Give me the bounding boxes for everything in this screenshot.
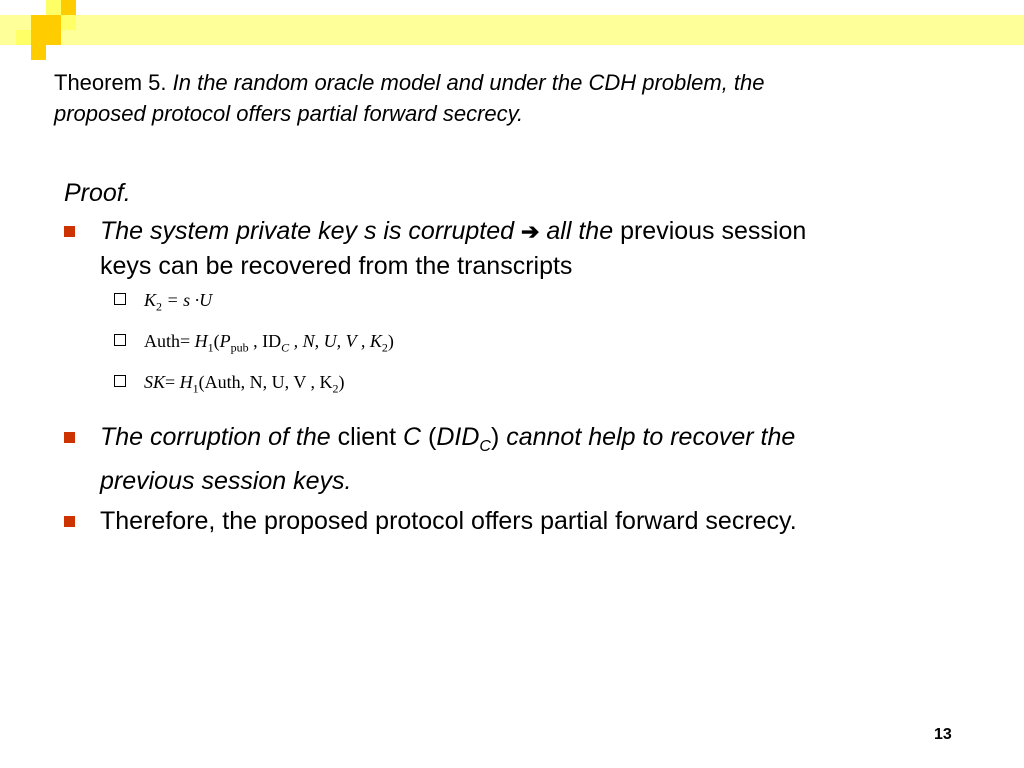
eq2-h: H xyxy=(194,331,208,351)
bullet2-close: ) xyxy=(490,423,500,451)
hollow-square-icon xyxy=(114,375,126,387)
equation-sk xyxy=(114,371,964,412)
eq2-p: P xyxy=(219,331,231,351)
eq1-rest: = s ·U xyxy=(162,290,213,310)
eq2-id: , ID xyxy=(248,331,282,351)
bullet1-italic-text-2: all the xyxy=(546,217,614,245)
equation-k2 xyxy=(114,289,964,330)
bullet2-text-line2: previous session keys. xyxy=(100,467,352,495)
eq3-h: H xyxy=(179,372,193,392)
eq3-eq: = xyxy=(165,372,180,392)
bullet2-italic-text: The corruption of the xyxy=(100,423,331,451)
bullet-item-2 xyxy=(64,420,964,498)
bullet2-open: ( xyxy=(421,423,437,451)
bullet-square-icon xyxy=(64,226,75,237)
bullet3-text: Therefore, the proposed protocol offers partial forward secrecy. xyxy=(100,507,797,535)
eq2-p-sub: pub xyxy=(230,340,249,355)
eq3-k-sub: 2 xyxy=(332,381,339,396)
eq3-h-sub: 1 xyxy=(192,381,199,396)
eq2-tail: , N, U, V , K xyxy=(289,331,382,351)
hollow-square-icon xyxy=(114,334,126,346)
right-arrow-icon: ➔ xyxy=(521,219,540,244)
slide-body xyxy=(64,176,964,538)
page-number: 13 xyxy=(934,726,952,743)
eq3-args: (Auth, N, U, V , K xyxy=(198,372,333,392)
eq2-h-sub: 1 xyxy=(207,340,214,355)
bullet2-did-sub: C xyxy=(479,438,491,455)
bullet2-c: C xyxy=(402,423,422,451)
bullet1-text-line2: keys can be recovered from the transcripts xyxy=(100,252,573,280)
eq1-k: K xyxy=(144,290,157,310)
bullet2-text: client xyxy=(330,423,403,451)
eq2-auth: Auth= xyxy=(144,331,195,351)
slide-title xyxy=(54,67,954,129)
hollow-square-icon xyxy=(114,293,126,305)
bullet-square-icon xyxy=(64,432,75,443)
proof-label: Proof. xyxy=(64,179,131,207)
header-band xyxy=(0,15,1024,45)
equation-auth xyxy=(114,330,964,371)
equation-list xyxy=(114,289,964,412)
bullet-item-3 xyxy=(64,504,964,538)
eq3-sk: SK xyxy=(144,372,166,392)
bullet-item-1 xyxy=(64,214,964,283)
eq2-open: ( xyxy=(213,331,220,351)
eq2-k-sub: 2 xyxy=(381,340,388,355)
bullet1-text: previous session xyxy=(620,217,807,245)
theorem-statement-line2: proposed protocol offers partial forward secrecy. xyxy=(54,101,524,126)
bullet2-italic-text-2: cannot help to recover the xyxy=(499,423,796,451)
eq2-close: ) xyxy=(387,331,394,351)
theorem-prefix: Theorem 5. xyxy=(54,70,167,95)
eq3-close: ) xyxy=(338,372,345,392)
bullet-square-icon xyxy=(64,516,75,527)
bullet1-italic-text: The system private key s is corrupted xyxy=(100,217,515,245)
eq2-id-sub: C xyxy=(281,340,290,355)
theorem-statement-line1: In the random oracle model and under the CDH problem, the xyxy=(172,70,765,95)
bullet2-did: DID xyxy=(436,423,480,451)
eq1-sub: 2 xyxy=(156,299,163,314)
